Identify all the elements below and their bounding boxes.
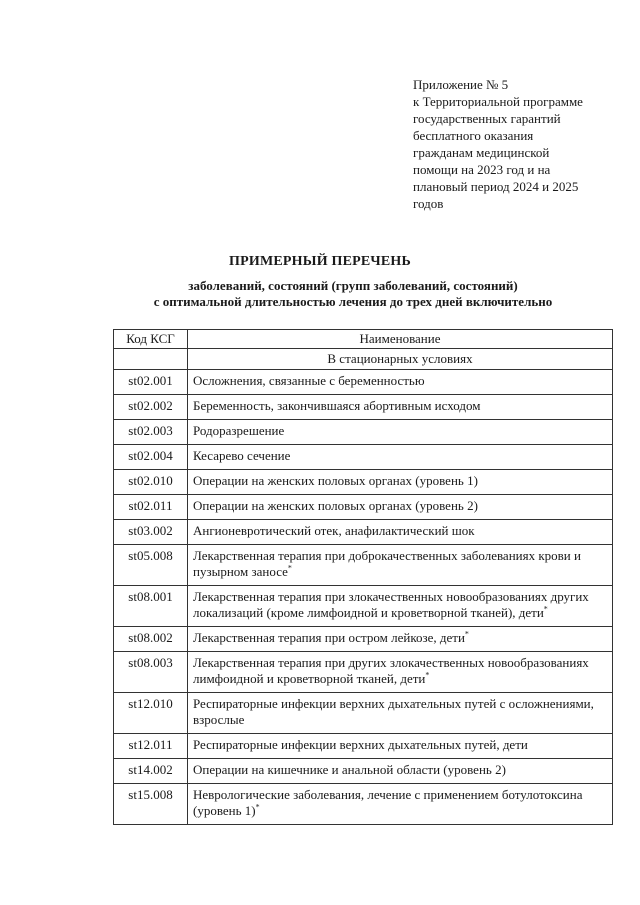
table-row <box>114 420 613 445</box>
ksg-name: Операции на кишечнике и анальной области (уровень 2) <box>193 762 506 777</box>
table-row <box>114 520 613 545</box>
ksg-code: st12.011 <box>114 734 188 759</box>
ksg-code: st15.008 <box>114 784 188 825</box>
table-header-row <box>114 330 613 349</box>
ksg-name-cell <box>188 652 613 693</box>
ksg-name-cell <box>188 586 613 627</box>
table-row <box>114 470 613 495</box>
appendix-line: к Территориальной программе <box>413 94 583 109</box>
ksg-code: st12.010 <box>114 693 188 734</box>
ksg-name-cell <box>188 520 613 545</box>
document-title: ПРИМЕРНЫЙ ПЕРЕЧЕНЬ <box>229 254 411 269</box>
ksg-name-cell <box>188 759 613 784</box>
ksg-code: st02.011 <box>114 495 188 520</box>
table-row <box>114 586 613 627</box>
ksg-code: st03.002 <box>114 520 188 545</box>
ksg-name: Операции на женских половых органах (уровень 2) <box>193 498 478 513</box>
ksg-code: st02.004 <box>114 445 188 470</box>
ksg-code: st08.001 <box>114 586 188 627</box>
ksg-name-cell <box>188 370 613 395</box>
ksg-code: st08.002 <box>114 627 188 652</box>
ksg-name: Лекарственная терапия при других злокачественных новообразованиях лимфоидной и кроветворной тканей, дети <box>193 655 589 686</box>
ksg-name: Лекарственная терапия при доброкачественных заболеваниях крови и пузырном заносе <box>193 548 581 579</box>
appendix-line: государственных гарантий <box>413 111 561 126</box>
footnote-mark: * <box>287 563 292 573</box>
footnote-mark: * <box>543 604 548 614</box>
ksg-table <box>113 329 613 825</box>
ksg-name: Неврологические заболевания, лечение с применением ботулотоксина (уровень 1) <box>193 787 583 818</box>
ksg-name-cell <box>188 495 613 520</box>
ksg-code: st05.008 <box>114 545 188 586</box>
ksg-code: st02.010 <box>114 470 188 495</box>
ksg-name-cell <box>188 395 613 420</box>
ksg-code: st14.002 <box>114 759 188 784</box>
document-subtitle <box>108 278 598 310</box>
header-name: Наименование <box>188 330 613 349</box>
subtitle-line-1: заболеваний, состояний (групп заболеваний, состояний) <box>188 278 518 293</box>
table-row <box>114 545 613 586</box>
appendix-line: гражданам медицинской <box>413 145 550 160</box>
ksg-code: st02.003 <box>114 420 188 445</box>
ksg-name-cell <box>188 545 613 586</box>
ksg-code: st08.003 <box>114 652 188 693</box>
ksg-name-cell <box>188 470 613 495</box>
appendix-line: годов <box>413 196 444 211</box>
ksg-name-cell <box>188 734 613 759</box>
ksg-name: Лекарственная терапия при остром лейкозе, дети <box>193 630 465 645</box>
table-row <box>114 627 613 652</box>
ksg-name: Операции на женских половых органах (уровень 1) <box>193 473 478 488</box>
section-code-cell <box>114 349 188 370</box>
ksg-name: Родоразрешение <box>193 423 285 438</box>
section-row <box>114 349 613 370</box>
table-row <box>114 759 613 784</box>
ksg-name: Респираторные инфекции верхних дыхательных путей с осложнениями, взрослые <box>193 696 594 727</box>
footnote-mark: * <box>464 629 469 639</box>
ksg-name-cell <box>188 420 613 445</box>
table-row <box>114 784 613 825</box>
table-row <box>114 445 613 470</box>
ksg-name: Осложнения, связанные с беременностью <box>193 373 425 388</box>
footnote-mark: * <box>255 802 260 812</box>
ksg-name: Ангионевротический отек, анафилактический шок <box>193 523 475 538</box>
ksg-name-cell <box>188 445 613 470</box>
table-row <box>114 734 613 759</box>
ksg-name-cell <box>188 627 613 652</box>
ksg-name: Респираторные инфекции верхних дыхательных путей, дети <box>193 737 528 752</box>
table-row <box>114 652 613 693</box>
appendix-line: бесплатного оказания <box>413 128 534 143</box>
appendix-block <box>413 76 628 212</box>
appendix-line: плановый период 2024 и 2025 <box>413 179 579 194</box>
ksg-name-cell <box>188 693 613 734</box>
ksg-code: st02.001 <box>114 370 188 395</box>
header-code: Код КСГ <box>114 330 188 349</box>
table-row <box>114 693 613 734</box>
subtitle-line-2: с оптимальной длительностью лечения до трех дней включительно <box>153 294 553 309</box>
table-row <box>114 495 613 520</box>
table-row <box>114 370 613 395</box>
ksg-name: Кесарево сечение <box>193 448 291 463</box>
footnote-mark: * <box>425 670 430 680</box>
ksg-name-cell <box>188 784 613 825</box>
appendix-line: помощи на 2023 год и на <box>413 162 551 177</box>
ksg-name: Беременность, закончившаяся абортивным исходом <box>193 398 481 413</box>
ksg-code: st02.002 <box>114 395 188 420</box>
table-row <box>114 395 613 420</box>
section-title: В стационарных условиях <box>188 349 613 370</box>
appendix-line: Приложение № 5 <box>413 77 509 92</box>
ksg-name: Лекарственная терапия при злокачественных новообразованиях других локализаций (кроме лимфоидной и кроветворной тканей), дети <box>193 589 589 620</box>
